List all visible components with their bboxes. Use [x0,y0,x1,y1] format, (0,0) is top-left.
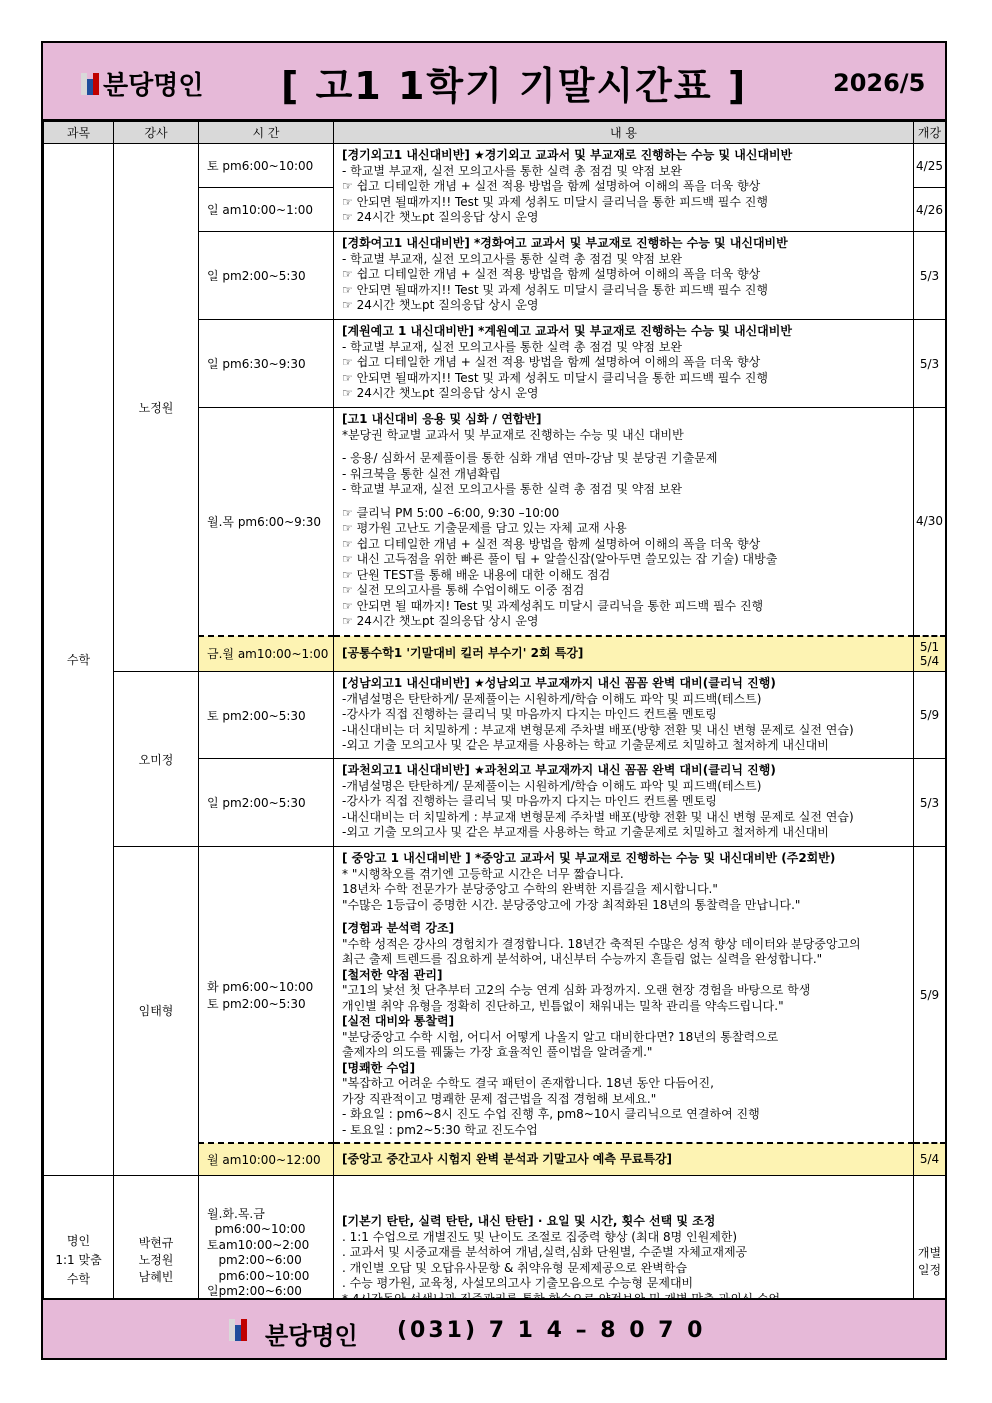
content-line: 월.화.목.금 [207,1206,265,1221]
content-line: ☞ 실전 모의고사를 통해 수업이해도 이중 점검 [342,583,585,597]
content-line: [경기외고1 내신대비반] ★경기외고 교과서 및 부교재로 진행하는 수능 및 내신대비반 [342,148,793,162]
content-line: ☞ 안되면 될때까지!! Test 및 과제 성취도 미달시 클리닉을 통한 피드백 필수 진행 [342,194,768,209]
column-header-row [44,122,946,144]
content-line: pm2:00~6:00 [207,1253,302,1267]
content-line: 가장 직관적이고 명쾌한 문제 접근법을 직접 경험해 보세요." [342,1091,657,1106]
content-line: . 1:1 수업으로 개별진도 및 난이도 조절로 집중력 향상 (최대 8명 인원제한) [342,1229,738,1244]
page-footer [43,1298,945,1358]
content-line: [고1 내신대비 응용 및 심화 / 연합반] [342,412,542,426]
content-line: [계원예고 1 내신대비반] *계원예고 교과서 및 부교재로 진행하는 수능 및 내신대비반 [342,324,792,338]
content-line: 최근 출제 트렌드를 집요하게 분석하여, 내신부터 수능까지 흔들림 없는 실력을 완성합니다." [342,952,823,966]
page-header [43,43,945,121]
class-time: 금.월 am10:00~1:00 [199,636,334,672]
open-date: 개별 일정 [914,1175,946,1347]
content-line: . 교과서 및 시중교재를 분석하여 개념,실력,심화 단원별, 수준별 자체교재제공 [342,1245,748,1260]
content-line: -개념설명은 탄탄하게/ 문제풀이는 시원하게/학습 이해도 파악 및 피드백(테스트) [342,691,762,706]
open-date: 5/3 [914,759,946,847]
content-line: ☞ 쉽고 디테일한 개념 + 실전 적용 방법을 함께 설명하여 이해의 폭을 더욱 향상 [342,536,761,551]
teachers-one-on-one: 박현규 노정원 남혜빈 [114,1175,199,1347]
content-line: ☞ 쉽고 디테일한 개념 + 실전 적용 방법을 함께 설명하여 이해의 폭을 더욱 향상 [342,267,761,281]
open-date: 5/9 [914,672,946,759]
content-line: pm6:00~10:00 [207,1222,306,1236]
content-line: [성남외고1 내신대비반] ★성남외고 부교재까지 내신 꼼꼼 완벽 대비(클리닉 진행) [342,676,776,690]
phone-number[interactable]: (031) 7 1 4 – 8 0 7 0 [397,1318,706,1343]
content-line: ☞ 단원 TEST를 통해 배운 내용에 대한 이해도 점검 [342,567,611,582]
content-line: ☞ 24시간 챗노pt 질의응답 상시 운영 [342,614,539,628]
content-line: [경화여고1 내신대비반] *경화여고 교과서 및 부교재로 진행하는 수능 및 내신대비반 [342,236,788,250]
content-line: -내신대비는 더 치밀하게 : 부교재 변형문제 주차별 배포(방향 전환 및 내신 변형 문제로 실전 연습) [342,809,854,824]
open-date: 4/30 [914,408,946,636]
content-line: - 화요일 : pm6~8시 진도 수업 진행 후, pm8~10시 클리닉으로 연결하여 진행 [342,1107,760,1121]
special-lecture: [중앙고 중간고사 시험지 완벽 분석과 기말고사 예측 무료특강] [334,1143,914,1175]
subject-one-on-one: 명인 1:1 맞춤 수학 [44,1175,114,1347]
footer-brand: 분당명인 [265,1322,358,1350]
content-line: [ 중앙고 1 내신대비반 ] *중앙고 교과서 및 부교재로 진행하는 수능 및 내신대비반 (주2회반) [342,851,836,865]
content-line: "수많은 1등급이 증명한 시간. 분당중앙고에 가장 최적화된 18년의 통찰력을 만납니다." [342,897,801,912]
content-line: "복잡하고 어려운 수학도 결국 패턴이 존재합니다. 18년 동안 다듬어진, [342,1076,714,1090]
table-row [44,672,946,759]
content-line: ☞ 쉽고 디테일한 개념 + 실전 적용 방법을 함께 설명하여 이해의 폭을 더욱 향상 [342,179,761,193]
brand-logo-icon [81,73,99,95]
content-line: "고1의 낯선 첫 단추부터 고2의 수능 연계 심화 과정까지. 오랜 현장 경험을 바탕으로 학생 [342,983,811,997]
content-line: - 워크북을 통한 실전 개념확립 [342,466,501,481]
content-line: - 학교별 부교재, 실전 모의고사를 통한 실력 총 점검 및 약점 보완 [342,251,682,266]
content-line: - 응용/ 심화서 문제풀이를 통한 심화 개념 연마-강남 및 분당권 기출문제 [342,451,718,465]
class-content [334,320,914,408]
col-time: 시 간 [199,122,334,144]
content-line: [과천외고1 내신대비반] ★과천외고 부교재까지 내신 꼼꼼 완벽 대비(클리닉 진행) [342,763,776,777]
open-date: 5/3 [914,320,946,408]
open-date: 4/26 [914,188,946,232]
content-line: -개념설명은 탄탄하게/ 문제풀이는 시원하게/학습 이해도 파악 및 피드백(테스트) [342,778,762,793]
class-time: 월 am10:00~12:00 [199,1143,334,1175]
content-line: 일pm2:00~6:00 [207,1284,302,1298]
class-time: 일 am10:00~1:00 [199,188,334,232]
class-time: 토 pm2:00~5:30 [199,672,334,759]
content-line: 토am10:00~2:00 [207,1237,310,1252]
class-content [334,232,914,320]
content-line: -외고 기출 모의고사 및 같은 부교재를 사용하는 학교 기출문제로 치밀하고 철저하게 내신대비 [342,825,829,839]
table-row [44,847,946,1144]
content-line: ☞ 평가원 고난도 기출문제를 담고 있는 자체 교재 사용 [342,521,627,535]
special-lecture: [공통수학1 '기말대비 킬러 부수기' 2회 특강] [334,636,914,672]
open-date: 5/9 [914,847,946,1144]
content-line: ☞ 24시간 챗노pt 질의응답 상시 운영 [342,298,539,312]
table-row [44,144,946,188]
class-time: 일 pm2:00~5:30 [199,232,334,320]
content-line: ☞ 24시간 챗노pt 질의응답 상시 운영 [342,210,539,224]
content-line: "분당중앙고 수학 시험, 어디서 어떻게 나올지 알고 대비한다면? 18년의 통찰력으로 [342,1029,779,1044]
class-content [334,759,914,847]
content-line: "수학 성적은 강사의 경험치가 결정합니다. 18년간 축적된 수많은 성적 향상 데이터와 분당중앙고의 [342,936,861,951]
content-line: - 토요일 : pm2~5:30 학교 진도수업 [342,1122,538,1137]
teacher-oh: 오미정 [114,672,199,847]
content-line: - 학교별 부교재, 실전 모의고사를 통한 실력 총 점검 및 약점 보완 [342,163,682,178]
teacher-im: 임태형 [114,847,199,1176]
open-date: 5/1 5/4 [914,636,946,672]
content-line: ☞ 안되면 될때까지!! Test 및 과제 성취도 미달시 클리닉을 통한 피드백 필수 진행 [342,370,768,385]
class-time: 토 pm6:00~10:00 [199,144,334,188]
open-date: 5/3 [914,232,946,320]
subject-math: 수학 [44,144,114,1176]
content-line: [경험과 분석력 강조] [342,921,455,935]
content-line: ☞ 내신 고득점을 위한 빠른 풀이 팁 + 알쓸신잡(알아두면 쓸모있는 잡 기술) 대방출 [342,552,778,566]
class-time: 일 pm6:30~9:30 [199,320,334,408]
content-line: - 학교별 부교재, 실전 모의고사를 통한 실력 총 점검 및 약점 보완 [342,482,682,496]
content-line: 18년차 수학 전문가가 분당중앙고 수학의 완벽한 지름길을 제시합니다." [342,882,718,896]
content-line: [명쾌한 수업] [342,1060,416,1075]
col-content: 내 용 [334,122,914,144]
col-subject: 과목 [44,122,114,144]
content-line: -외고 기출 모의고사 및 같은 부교재를 사용하는 학교 기출문제로 치밀하고 철저하게 내신대비 [342,738,829,752]
open-date: 4/25 [914,144,946,188]
class-content [334,672,914,759]
content-line: [기본기 탄탄, 실력 탄탄, 내신 탄탄] · 요일 및 시간, 횟수 선택 및 조정 [342,1214,716,1229]
content-line: *분당권 학교별 교과서 및 부교재로 진행하는 수능 및 내신 대비반 [342,427,684,442]
content-line: . 수능 평가원, 교육청, 사설모의고사 기출모음으로 수능형 문제대비 [342,1276,694,1291]
content-line: ☞ 클리닉 PM 5:00 –6:00, 9:30 –10:00 [342,505,560,520]
content-line: ☞ 24시간 챗노pt 질의응답 상시 운영 [342,386,539,400]
class-content [334,847,914,1144]
col-teacher: 강사 [114,122,199,144]
open-date: 5/4 [914,1143,946,1175]
content-line: [실전 대비와 통찰력] [342,1014,455,1028]
content-line: . 개인별 오답 및 오답유사문항 & 취약유형 문제제공으로 완벽학습 [342,1260,688,1275]
brand-name: 분당명인 [103,71,204,101]
teacher-noh: 노정원 [114,144,199,672]
col-open: 개강 [914,122,946,144]
timetable [43,121,946,1347]
content-line: - 학교별 부교재, 실전 모의고사를 통한 실력 총 점검 및 약점 보완 [342,339,682,354]
content-line: -강사가 직접 진행하는 클리닉 및 마음까지 다지는 마인드 컨트롤 멘토링 [342,707,717,721]
class-time: 화 pm6:00~10:00 토 pm2:00~5:30 [199,847,334,1144]
content-line: ☞ 안되면 될때까지!! Test 및 과제 성취도 미달시 클리닉을 통한 피드백 필수 진행 [342,282,768,297]
class-time: 월.목 pm6:00~9:30 [199,408,334,636]
content-line: [철저한 약점 관리] [342,967,443,982]
page-date: 2026/5 [833,69,926,97]
content-line: ☞ 쉽고 디테일한 개념 + 실전 적용 방법을 함께 설명하여 이해의 폭을 더욱 향상 [342,355,761,369]
content-line: * "시행착오를 겪기엔 고등학교 시간은 너무 짧습니다. [342,866,624,881]
content-line: -강사가 직접 진행하는 클리닉 및 마음까지 다지는 마인드 컨트롤 멘토링 [342,794,717,808]
class-time: 일 pm2:00~5:30 [199,759,334,847]
content-line: 개인별 취약 유형을 정확히 진단하고, 빈틈없이 채워내는 밀착 관리를 약속드립니다." [342,998,784,1013]
content-line: -내신대비는 더 치밀하게 : 부교재 변형문제 주차별 배포(방향 전환 및 내신 변형 문제로 실전 연습) [342,722,854,737]
page-title: [ 고1 1학기 기말시간표 ] [281,64,748,108]
class-content [334,144,914,232]
brand-logo-icon [229,1319,247,1341]
content-line: pm6:00~10:00 [207,1268,310,1283]
content-line: ☞ 안되면 될 때까지! Test 및 과제성취도 미달시 클리닉을 통한 피드백 필수 진행 [342,598,764,613]
content-line: 출제자의 의도를 꿰뚫는 가장 효율적인 풀이법을 알려줄게." [342,1045,653,1059]
class-content [334,408,914,636]
timetable-sheet [41,41,947,1360]
